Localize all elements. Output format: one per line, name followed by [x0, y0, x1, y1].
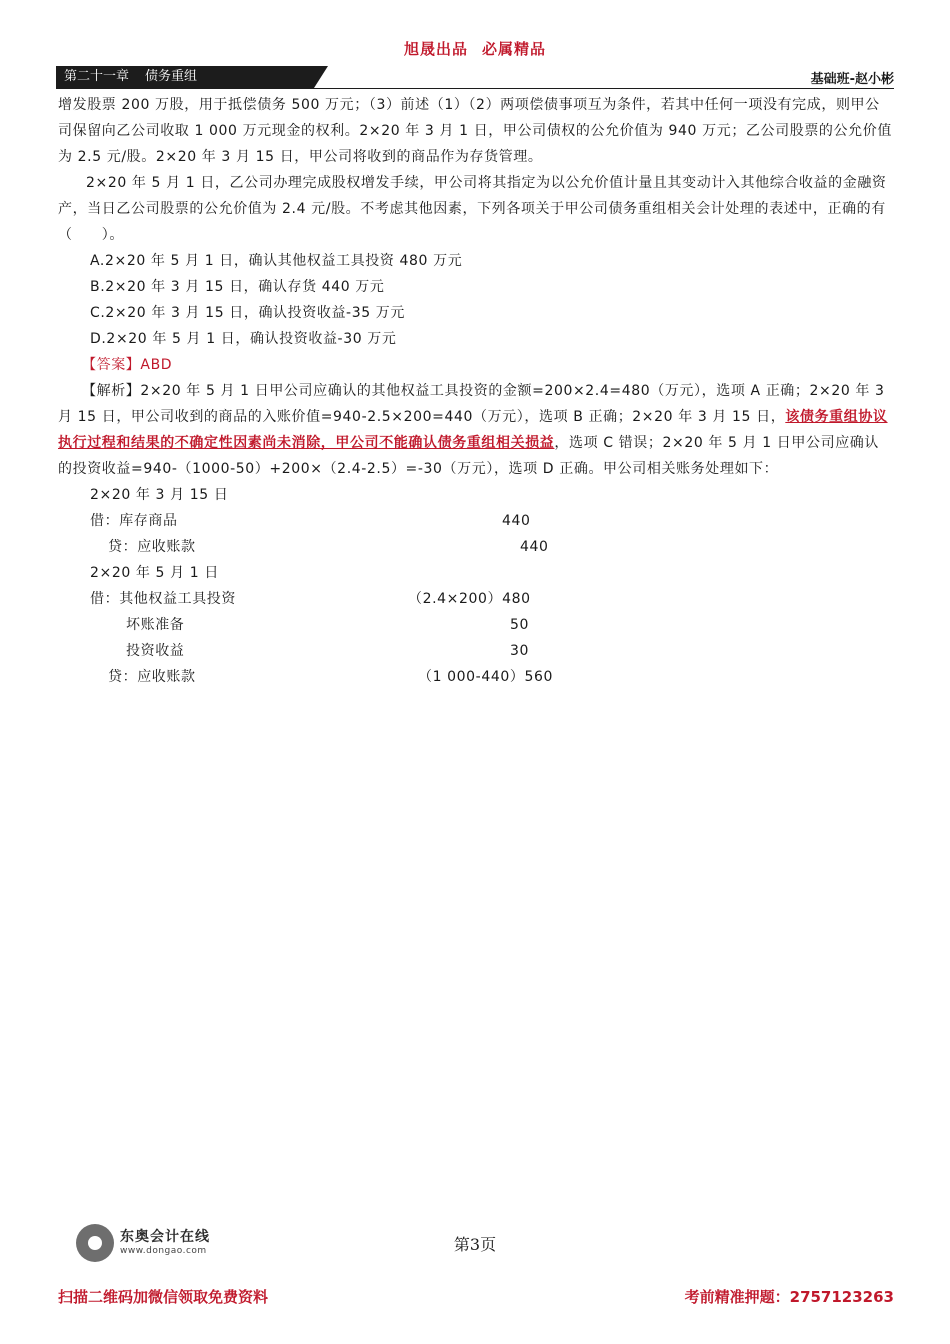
option-b: B.2×20 年 3 月 15 日，确认存货 440 万元 [90, 279, 385, 295]
answer-line: 【答案】ABD [82, 357, 173, 373]
logo-url: www.dongao.com [120, 1246, 207, 1256]
journal-entry-row [58, 612, 892, 638]
option-d: D.2×20 年 5 月 1 日，确认投资收益-30 万元 [90, 331, 397, 347]
question-paragraph-2: 2×20 年 5 月 1 日，乙公司办理完成股权增发手续，甲公司将其指定为以公允价值计量且其变动计入其他综合收益的金融资产，当日乙公司股票的公允价值为 2.4 元/股。不考虑其他因素，下列各项关于甲公司债务重组相关会计处理的表述中，正确的有（ ）。 [58, 175, 887, 243]
header-divider [56, 88, 894, 89]
footer-left-note: 扫描二维码加微信领取免费资料 [58, 1288, 269, 1306]
document-body [58, 92, 892, 690]
entry1-credit-amount: 440 [520, 539, 549, 555]
entry2-debit1-amount: （2.4×200）480 [408, 591, 531, 607]
journal-date-2-row [58, 560, 892, 586]
analysis-paragraph [58, 378, 892, 482]
journal-entry-row [58, 586, 892, 612]
journal-entry-row [58, 508, 892, 534]
journal-entry-row [58, 534, 892, 560]
footer-right-note: 考前精准押题：2757123263 [684, 1288, 894, 1306]
option-a: A.2×20 年 5 月 1 日，确认其他权益工具投资 480 万元 [90, 253, 463, 269]
chapter-number: 第二十一章 [64, 69, 130, 84]
slogan-right: 必属精品 [482, 40, 547, 58]
entry2-debit1-label: 借：其他权益工具投资 [90, 591, 236, 607]
page-number: 第3页 [453, 1235, 497, 1254]
journal-date-2: 2×20 年 5 月 1 日 [90, 565, 219, 581]
analysis-text-1: 2×20 年 5 月 1 日甲公司应确认的其他权益工具投资的金额=200×2.4=480（万元），选项 A 正确；2×20 年 3 月 15 日，甲公司收到的商品的入账价值=940-2.5×200=440（万元），选项 B 正确；2×20 年 3 月 15 日， [58, 383, 885, 425]
journal-date-1-row [58, 482, 892, 508]
chapter-bar [56, 66, 314, 88]
entry2-credit-label: 贷：应收账款 [108, 669, 196, 685]
analysis-tag: 【解析】 [82, 383, 141, 399]
logo-name: 东奥会计在线 [120, 1229, 210, 1245]
entry1-credit-label: 贷：应收账款 [108, 539, 196, 555]
journal-entry-row [58, 664, 892, 690]
entry2-debit3-label: 投资收益 [126, 643, 185, 659]
question-paragraph-1: 增发股票 200 万股，用于抵偿债务 500 万元；（3）前述（1）（2）两项偿债事项互为条件，若其中任何一项没有完成，则甲公司保留向乙公司收取 1 000 万元现金的权利。2×20 年 3 月 1 日，甲公司债权的公允价值为 940 万元；乙公司股票的公允价值为 2.5 元/股。2×20 年 3 月 15 日，甲公司将收到的商品作为存货管理。 [58, 97, 892, 165]
slogan-left: 旭晟出品 [403, 40, 468, 58]
entry2-debit2-amount: 50 [510, 617, 530, 633]
entry1-debit-amount: 440 [502, 513, 531, 529]
journal-entry-row [58, 638, 892, 664]
header-slogan [0, 38, 950, 59]
course-label: 基础班-赵小彬 [810, 72, 894, 87]
chapter-title: 债务重组 [145, 69, 198, 84]
entry2-debit3-amount: 30 [510, 643, 530, 659]
analysis-text-2: ，选项 C 错误；2×20 年 5 月 1 日甲公司应确认的投资收益=940-（1000-50）+200×（2.4-2.5）=-30（万元），选项 D 正确。甲公司相关账务处理如下： [58, 435, 879, 477]
analysis-highlight: 该债务重组协议执行过程和结果的不确定性因素尚未消除，甲公司不能确认债务重组相关损益 [58, 409, 888, 451]
journal-date-1: 2×20 年 3 月 15 日 [90, 487, 229, 503]
entry2-credit-amount: （1 000-440）560 [418, 669, 553, 685]
entry1-debit-label: 借：库存商品 [90, 513, 178, 529]
option-c: C.2×20 年 3 月 15 日，确认投资收益-35 万元 [90, 305, 405, 321]
entry2-debit2-label: 坏账准备 [126, 617, 185, 633]
